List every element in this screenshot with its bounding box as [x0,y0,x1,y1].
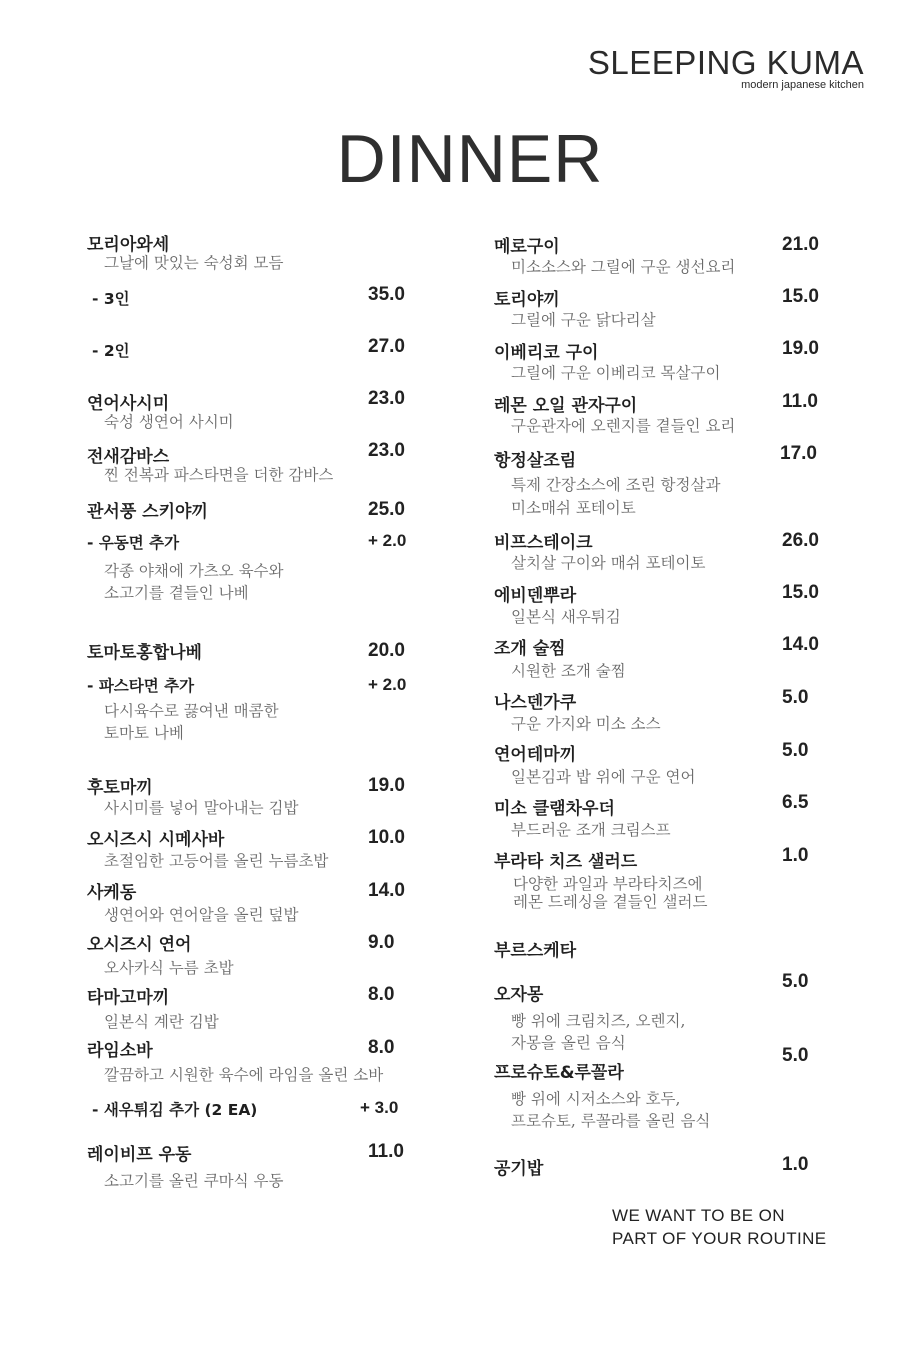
option-price-3: 35.0 [368,284,405,305]
item-desc-clam: 시원한 조개 술찜 [511,662,626,680]
item-desc-tori: 그릴에 구운 닭다리살 [511,311,656,329]
item-price-ojamong: 5.0 [782,971,809,992]
item-price-tamagomaki: 8.0 [368,984,395,1005]
brand-tagline: modern japanese kitchen [741,79,864,91]
item-price-lime-soba: 8.0 [368,1037,395,1058]
item-desc-sakedon: 생연어와 연어알을 올린 덮밥 [104,906,299,924]
option-label-3: - 3인 [92,290,130,308]
item-price-prosciutto: 5.0 [782,1045,809,1066]
item-price-clam: 14.0 [782,634,819,655]
item-desc-moriawase: 그날에 맛있는 숙성회 모듬 [104,254,284,272]
item-price-sukiyaki: 25.0 [368,499,405,520]
item-price-beef-udon: 11.0 [368,1141,404,1162]
item-desc-ojamong-1: 빵 위에 크림치즈, 오렌지, [511,1012,686,1030]
item-price-ebi: 15.0 [782,582,819,603]
item-price-shimesaba: 10.0 [368,827,405,848]
item-price-salmon-sashimi: 23.0 [368,388,405,409]
item-price-steak: 26.0 [782,530,819,551]
footer-slogan [612,1204,827,1250]
section-name-bruschetta: 부르스케타 [494,941,577,961]
item-desc-tomato-1: 다시육수로 끓여낸 매콤한 [104,702,279,720]
item-price-salmon-temaki: 5.0 [782,740,809,761]
item-desc-iberico: 그릴에 구운 이베리코 목살구이 [511,364,721,382]
item-desc-jowl-1: 특제 간장소스에 조린 항정살과 [511,476,721,494]
item-desc-shimesaba: 초절임한 고등어를 올린 누름초밥 [104,852,329,870]
item-desc-gambas: 찐 전복과 파스타면을 더한 감바스 [104,466,334,484]
item-desc-tamagomaki: 일본식 계란 김밥 [104,1013,219,1031]
item-name-futomaki: 후토마끼 [87,778,153,798]
item-name-gambas: 전새감바스 [87,447,170,467]
option-price-2: 27.0 [368,336,405,357]
item-desc-lime-soba: 깔끔하고 시원한 육수에 라임을 올린 소바 [104,1066,384,1084]
item-name-sukiyaki: 관서풍 스키야끼 [87,502,208,522]
item-price-nasu: 5.0 [782,687,809,708]
brand-logo: SLEEPING KUMA [587,44,864,81]
item-price-tomato-nabe: 20.0 [368,640,405,661]
item-desc-ebi: 일본식 새우튀김 [511,608,621,626]
item-desc-salmon-sashimi: 숙성 생연어 사시미 [104,413,234,431]
footer-line-2: PART OF YOUR ROUTINE [612,1229,827,1248]
item-desc-prosciutto-2: 프로슈토, 루꼴라를 올린 음식 [511,1112,711,1130]
item-name-oshizushi-salmon: 오시즈시 연어 [87,935,192,955]
item-desc-beef-udon: 소고기를 올린 쿠마식 우동 [104,1172,284,1190]
item-name-scallop: 레몬 오일 관자구이 [494,396,638,416]
item-desc-salmon-temaki: 일본김과 밥 위에 구운 연어 [511,768,696,786]
addon-label-pasta: - 파스타면 추가 [87,677,195,695]
item-name-iberico: 이베리코 구이 [494,343,599,363]
item-name-salmon-temaki: 연어테마끼 [494,745,577,765]
addon-label-shrimp: - 새우튀김 추가 (2 EA) [92,1101,258,1119]
item-name-prosciutto: 프로슈토&루꼴라 [494,1063,624,1083]
item-price-iberico: 19.0 [782,338,819,359]
item-price-gambas: 23.0 [368,440,405,461]
item-name-shimesaba: 오시즈시 시메사바 [87,830,225,850]
item-price-jowl: 17.0 [780,443,817,464]
addon-label-udon: - 우동면 추가 [87,534,180,552]
addon-price-pasta: + 2.0 [368,675,407,694]
addon-price-shrimp: + 3.0 [360,1098,399,1117]
item-desc-steak: 살치살 구이와 매쉬 포테이토 [511,554,706,572]
item-name-lime-soba: 라임소바 [87,1041,153,1061]
item-name-ojamong: 오자몽 [494,985,544,1005]
item-price-chowder: 6.5 [782,792,809,813]
item-price-tori: 15.0 [782,286,819,307]
item-desc-oshizushi-salmon: 오사카식 누름 초밥 [104,959,234,977]
item-name-steak: 비프스테이크 [494,533,593,553]
item-desc-burrata-2: 레몬 드레싱을 곁들인 샐러드 [513,893,708,911]
item-desc-chowder: 부드러운 조개 크림스프 [511,821,671,839]
item-price-scallop: 11.0 [782,391,818,412]
item-name-tamagomaki: 타마고마끼 [87,988,170,1008]
item-price-futomaki: 19.0 [368,775,405,796]
page-title: DINNER [336,121,604,197]
item-name-nasu: 나스덴가쿠 [494,693,577,713]
item-price-mero: 21.0 [782,234,819,255]
item-name-tori: 토리야끼 [494,290,560,310]
item-desc-jowl-2: 미소매쉬 포테이토 [511,499,636,517]
item-name-jowl: 항정살조림 [494,451,577,471]
item-name-moriawase: 모리아와세 [87,235,170,255]
item-desc-tomato-2: 토마토 나베 [104,724,184,742]
item-name-ebi: 에비덴뿌라 [494,586,577,606]
item-price-burrata: 1.0 [782,845,809,866]
item-price-rice: 1.0 [782,1154,809,1175]
option-label-2: - 2인 [92,342,130,360]
item-desc-prosciutto-1: 빵 위에 시저소스와 호두, [511,1090,681,1108]
item-desc-scallop: 구운관자에 오렌지를 곁들인 요리 [511,417,736,435]
item-desc-sukiyaki-2: 소고기를 곁들인 나베 [104,584,249,602]
item-name-burrata: 부라타 치즈 샐러드 [494,852,638,872]
item-name-clam: 조개 술찜 [494,639,566,659]
item-name-tomato-nabe: 토마토홍합나베 [87,643,202,663]
item-price-sakedon: 14.0 [368,880,405,901]
item-name-chowder: 미소 클램차우더 [494,799,615,819]
item-name-mero: 메로구이 [494,237,560,257]
item-name-rice: 공기밥 [494,1159,544,1179]
item-desc-ojamong-2: 자몽을 올린 음식 [511,1034,626,1052]
item-name-salmon-sashimi: 연어사시미 [87,394,170,414]
item-desc-burrata-1: 다양한 과일과 부라타치즈에 [513,875,703,893]
item-desc-nasu: 구운 가지와 미소 소스 [511,715,661,733]
item-desc-futomaki: 사시미를 넣어 말아내는 김밥 [104,799,299,817]
addon-price-udon: + 2.0 [368,531,407,550]
item-desc-mero: 미소소스와 그릴에 구운 생선요리 [511,258,736,276]
footer-line-1: WE WANT TO BE ON [612,1206,785,1225]
item-name-sakedon: 사케동 [87,883,137,903]
item-desc-sukiyaki-1: 각종 야채에 가츠오 육수와 [104,562,284,580]
item-price-oshizushi-salmon: 9.0 [368,932,395,953]
item-name-beef-udon: 레이비프 우동 [87,1145,192,1165]
